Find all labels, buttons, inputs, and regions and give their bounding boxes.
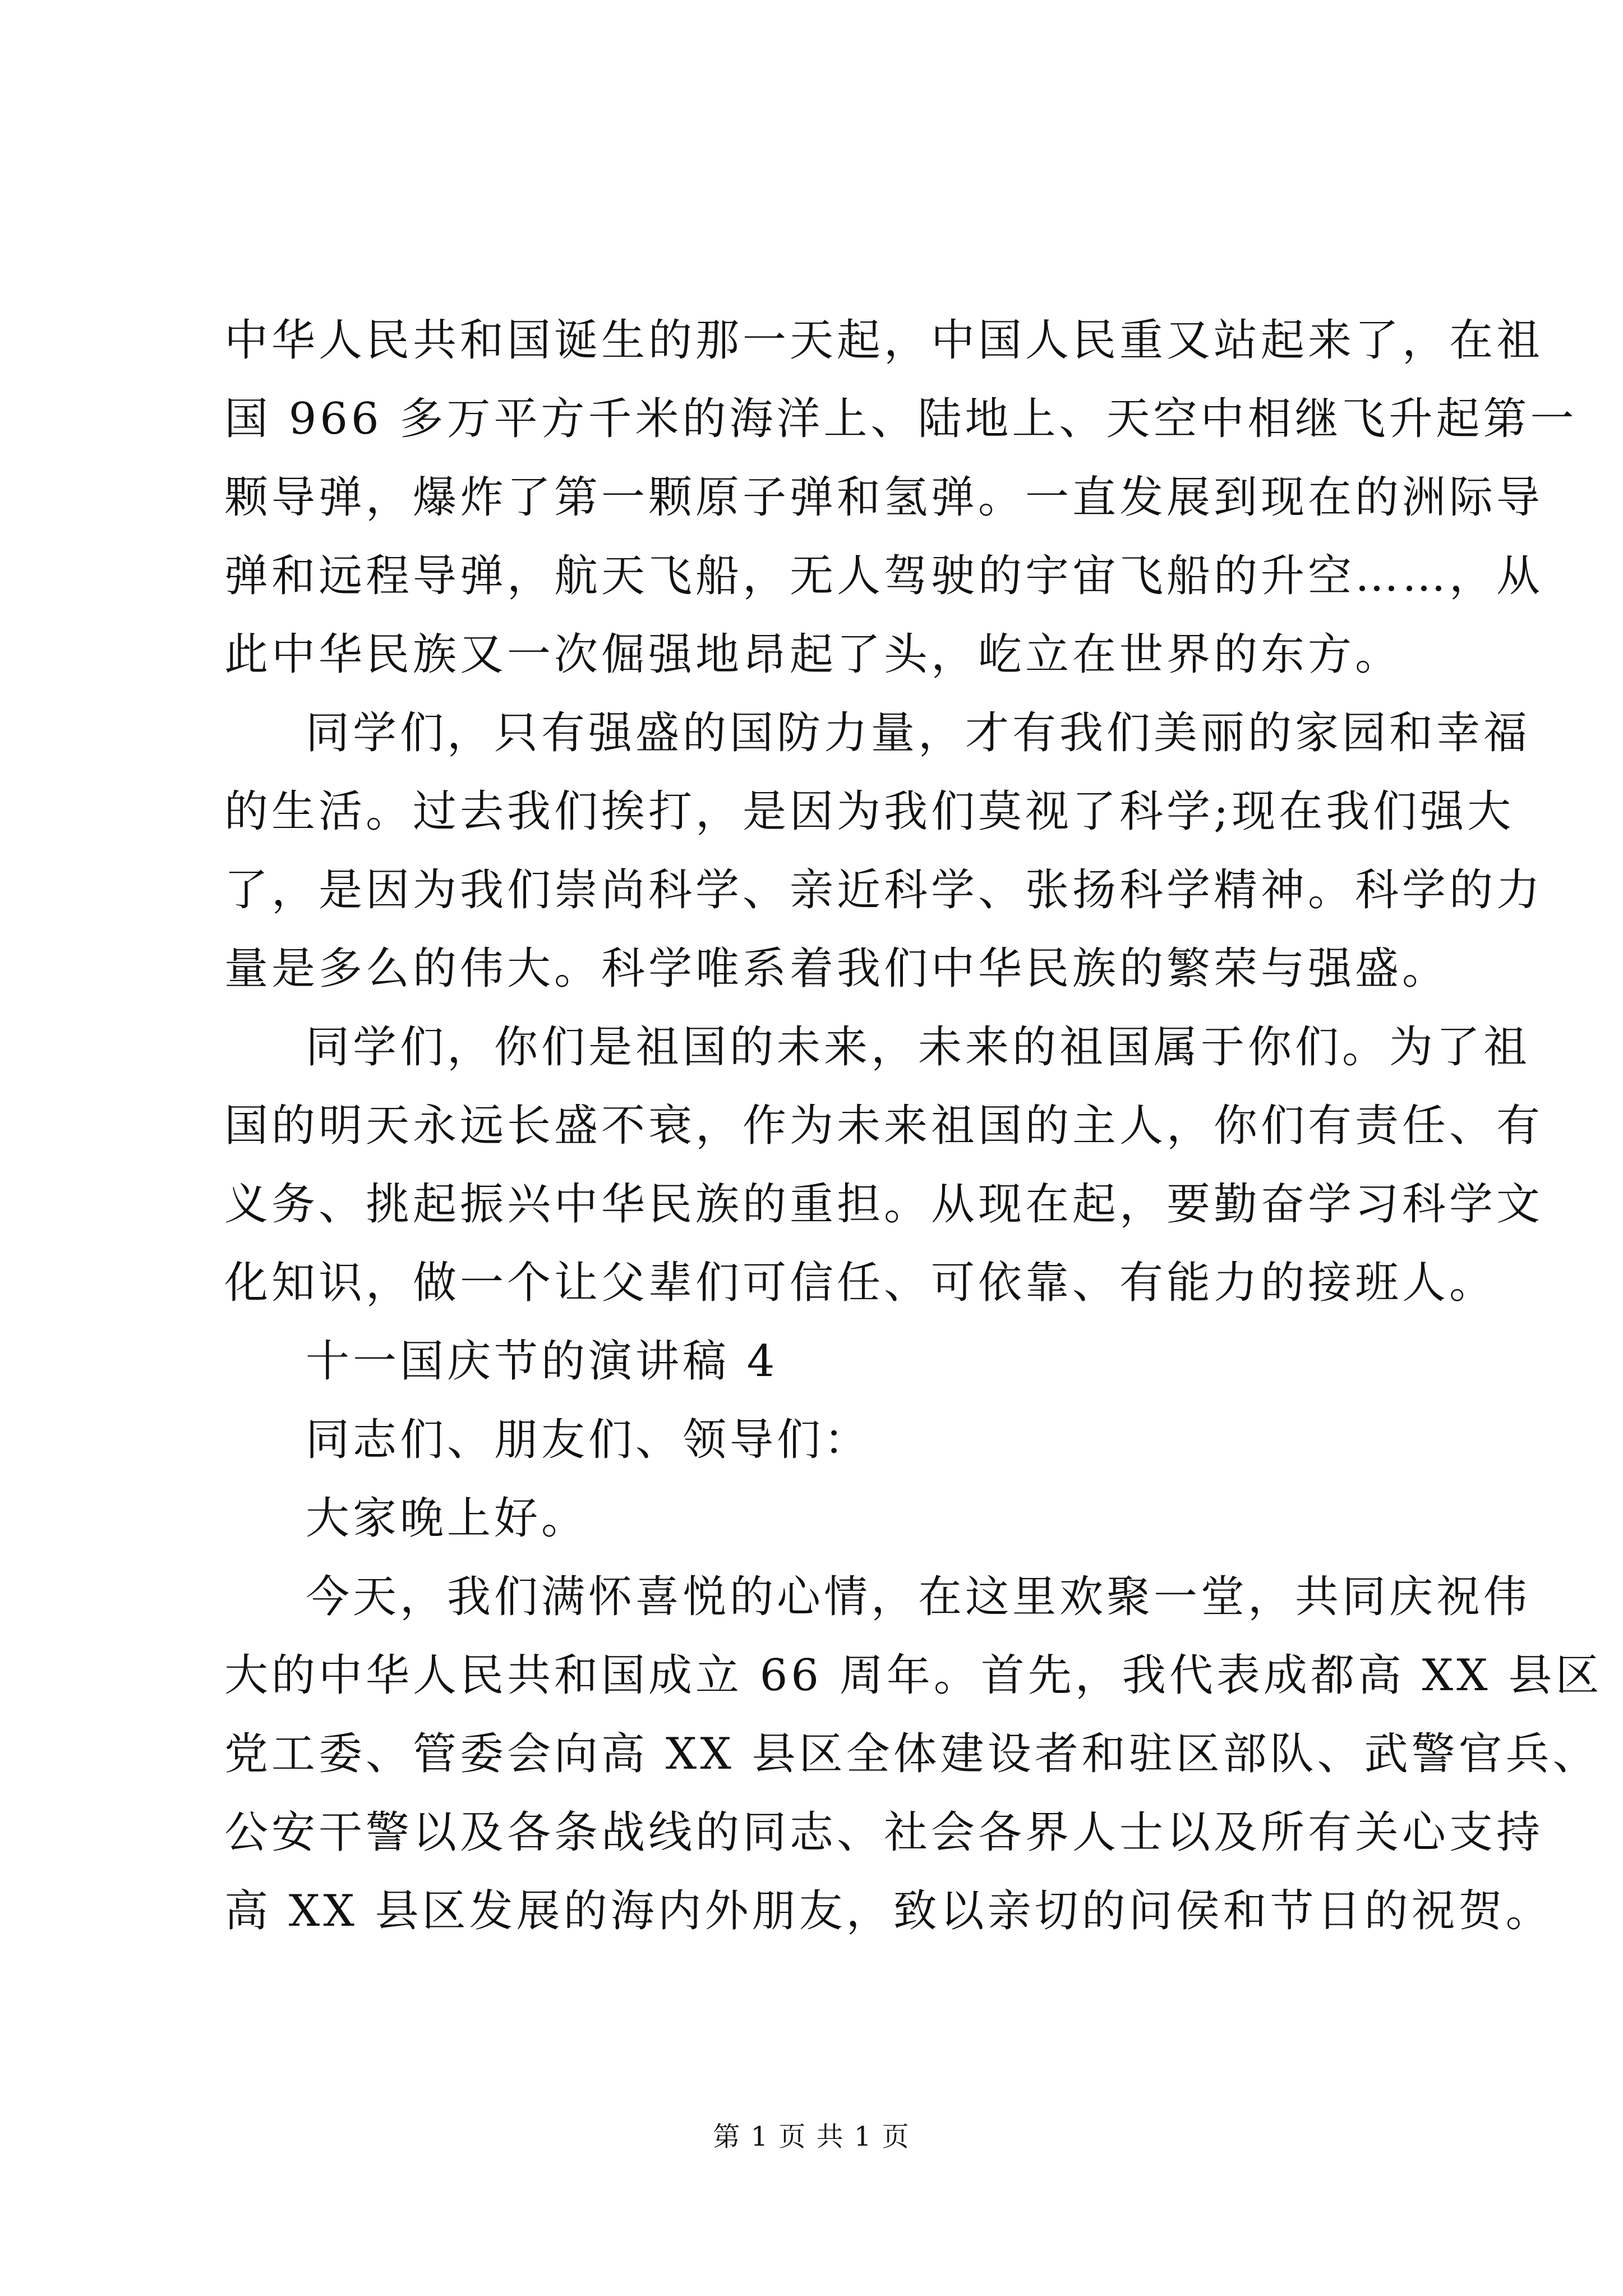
text-line: 义务、挑起振兴中华民族的重担。从现在起，要勤奋学习科学文	[224, 1179, 1544, 1230]
salutation-line: 同志们、朋友们、领导们：	[306, 1415, 872, 1465]
text-line: 量是多么的伟大。科学唯系着我们中华民族的繁荣与强盛。	[224, 944, 1450, 994]
text-line: 党工委、管委会向高 XX 县区全体建设者和驻区部队、武警官兵、	[224, 1729, 1600, 1779]
text-line: 化知识，做一个让父辈们可信任、可依靠、有能力的接班人。	[224, 1258, 1497, 1308]
text-line: 颗导弹，爆炸了第一颗原子弹和氢弹。一直发展到现在的洲际导	[224, 472, 1544, 523]
text-line: 此中华民族又一次倔强地昂起了头，屹立在世界的东方。	[224, 629, 1403, 680]
paragraph-start-line: 同学们，只有强盛的国防力量，才有我们美丽的家园和幸福	[306, 708, 1531, 758]
text-line: 国的明天永远长盛不衰，作为未来祖国的主人，你们有责任、有	[224, 1101, 1544, 1151]
text-line: 国 966 多万平方千米的海洋上、陆地上、天空中相继飞升起第一	[224, 394, 1578, 444]
paragraph-start-line: 同学们，你们是祖国的未来，未来的祖国属于你们。为了祖	[306, 1022, 1531, 1073]
text-line: 高 XX 县区发展的海内外朋友，致以亲切的问侯和节日的祝贺。	[224, 1886, 1553, 1936]
greeting-line: 大家晚上好。	[306, 1493, 589, 1544]
page-footer: 第 1 页 共 1 页	[713, 2121, 910, 2152]
text-line: 公安干警以及各条战线的同志、社会各界人士以及所有关心支持	[224, 1807, 1544, 1858]
paragraph-start-line: 今天，我们满怀喜悦的心情，在这里欢聚一堂，共同庆祝伟	[306, 1572, 1531, 1622]
text-line: 了，是因为我们崇尚科学、亲近科学、张扬科学精神。科学的力	[224, 865, 1544, 915]
text-line: 的生活。过去我们挨打，是因为我们莫视了科学;现在我们强大	[224, 786, 1515, 837]
text-line: 大的中华人民共和国成立 66 周年。首先，我代表成都高 XX 县区	[224, 1650, 1603, 1701]
section-title: 十一国庆节的演讲稿 4	[306, 1336, 778, 1387]
text-line: 弹和远程导弹，航天飞船，无人驾驶的宇宙飞船的升空……，从	[224, 551, 1544, 601]
text-line: 中华人民共和国诞生的那一天起，中国人民重又站起来了，在祖	[224, 315, 1544, 366]
